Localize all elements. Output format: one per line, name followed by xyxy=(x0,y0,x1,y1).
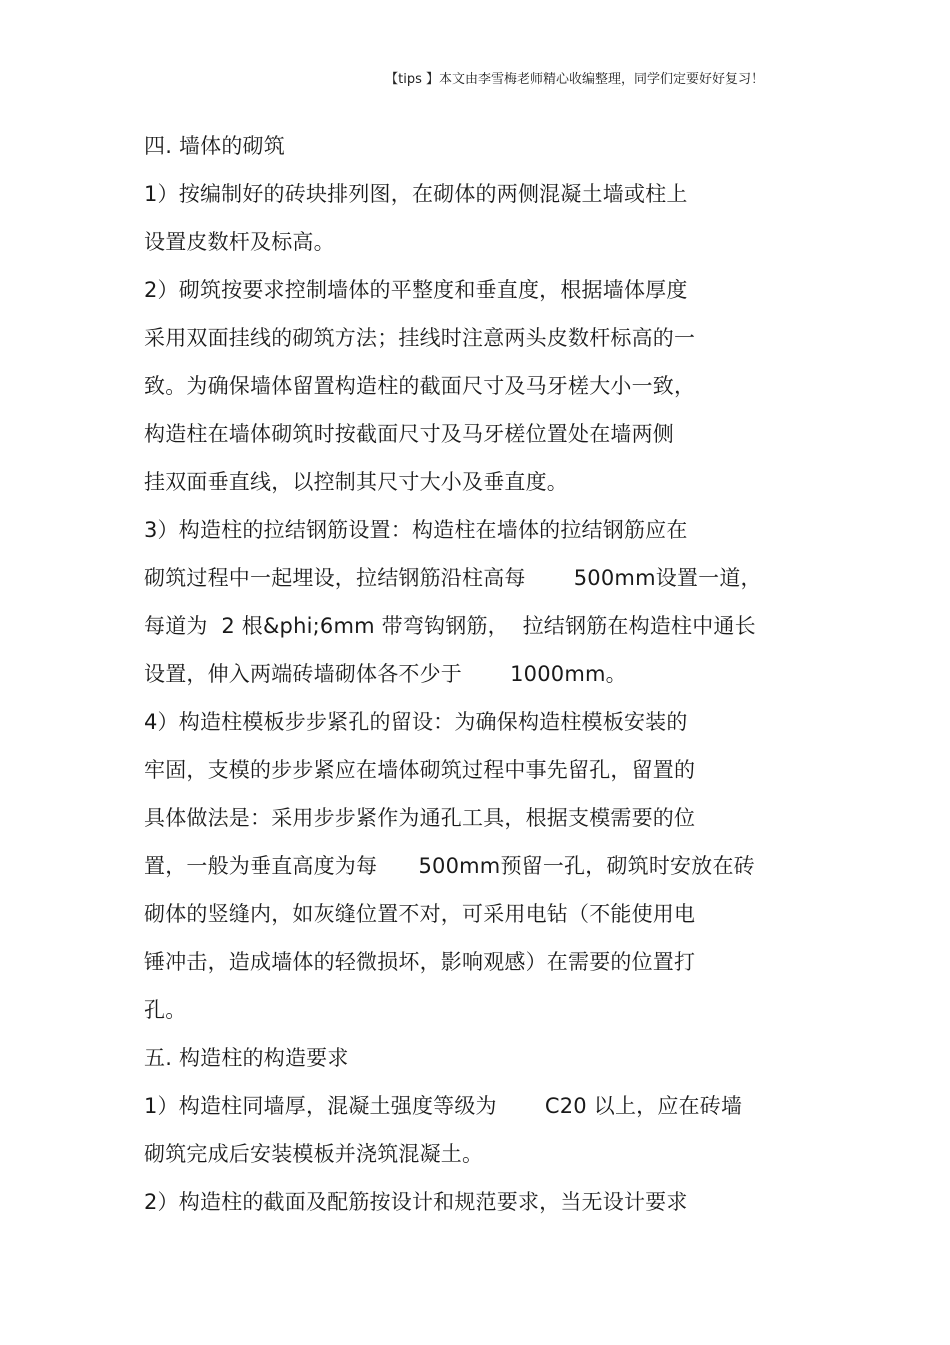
paragraph-line: 砌筑过程中一起埋设，拉结钢筋沿柱高每 500mm设置一道， xyxy=(144,566,762,590)
paragraph-line: 2）构造柱的截面及配筋按设计和规范要求，当无设计要求 xyxy=(144,1190,688,1214)
paragraph-line: 3）构造柱的拉结钢筋设置：构造柱在墙体的拉结钢筋应在 xyxy=(144,518,688,542)
paragraph-line: 致。为确保墙体留置构造柱的截面尺寸及马牙槎大小一致， xyxy=(144,374,696,398)
paragraph-line: 构造柱在墙体砌筑时按截面尺寸及马牙槎位置处在墙两侧 xyxy=(144,422,674,446)
paragraph-line: 锤冲击，造成墙体的轻微损坏，影响观感）在需要的位置打 xyxy=(144,950,696,974)
paragraph-line: 4）构造柱模板步步紧孔的留设：为确保构造柱模板安装的 xyxy=(144,710,688,734)
paragraph-line: 牢固，支模的步步紧应在墙体砌筑过程中事先留孔，留置的 xyxy=(144,758,696,782)
paragraph-line: 置，一般为垂直高度为每 500mm预留一孔，砌筑时安放在砖 xyxy=(144,854,755,878)
paragraph-line: 每道为 2 根&phi;6mm 带弯钩钢筋， 拉结钢筋在构造柱中通长 xyxy=(144,614,756,638)
section-heading-wall-masonry: 四. 墙体的砌筑 xyxy=(144,134,285,158)
paragraph-line: 设置，伸入两端砖墙砌体各不少于 1000mm。 xyxy=(144,662,627,686)
paragraph-line: 挂双面垂直线，以控制其尺寸大小及垂直度。 xyxy=(144,470,568,494)
paragraph-line: 1）构造柱同墙厚，混凝土强度等级为 C20 以上，应在砖墙 xyxy=(144,1094,743,1118)
header-tips-note: 【tips 】本文由李雪梅老师精心收编整理，同学们定要好好复习！ xyxy=(385,72,764,87)
paragraph-line: 具体做法是：采用步步紧作为通孔工具，根据支模需要的位 xyxy=(144,806,696,830)
paragraph-line: 砌体的竖缝内，如灰缝位置不对，可采用电钻（不能使用电 xyxy=(144,902,696,926)
paragraph-line: 1）按编制好的砖块排列图，在砌体的两侧混凝土墙或柱上 xyxy=(144,182,688,206)
paragraph-line: 设置皮数杆及标高。 xyxy=(144,230,335,254)
paragraph-line: 砌筑完成后安装模板并浇筑混凝土。 xyxy=(144,1142,484,1166)
paragraph-line: 2）砌筑按要求控制墙体的平整度和垂直度，根据墙体厚度 xyxy=(144,278,688,302)
paragraph-line: 采用双面挂线的砌筑方法；挂线时注意两头皮数杆标高的一 xyxy=(144,326,696,350)
paragraph-line: 孔。 xyxy=(144,998,187,1022)
section-heading-constructional-column: 五. 构造柱的构造要求 xyxy=(144,1046,349,1070)
